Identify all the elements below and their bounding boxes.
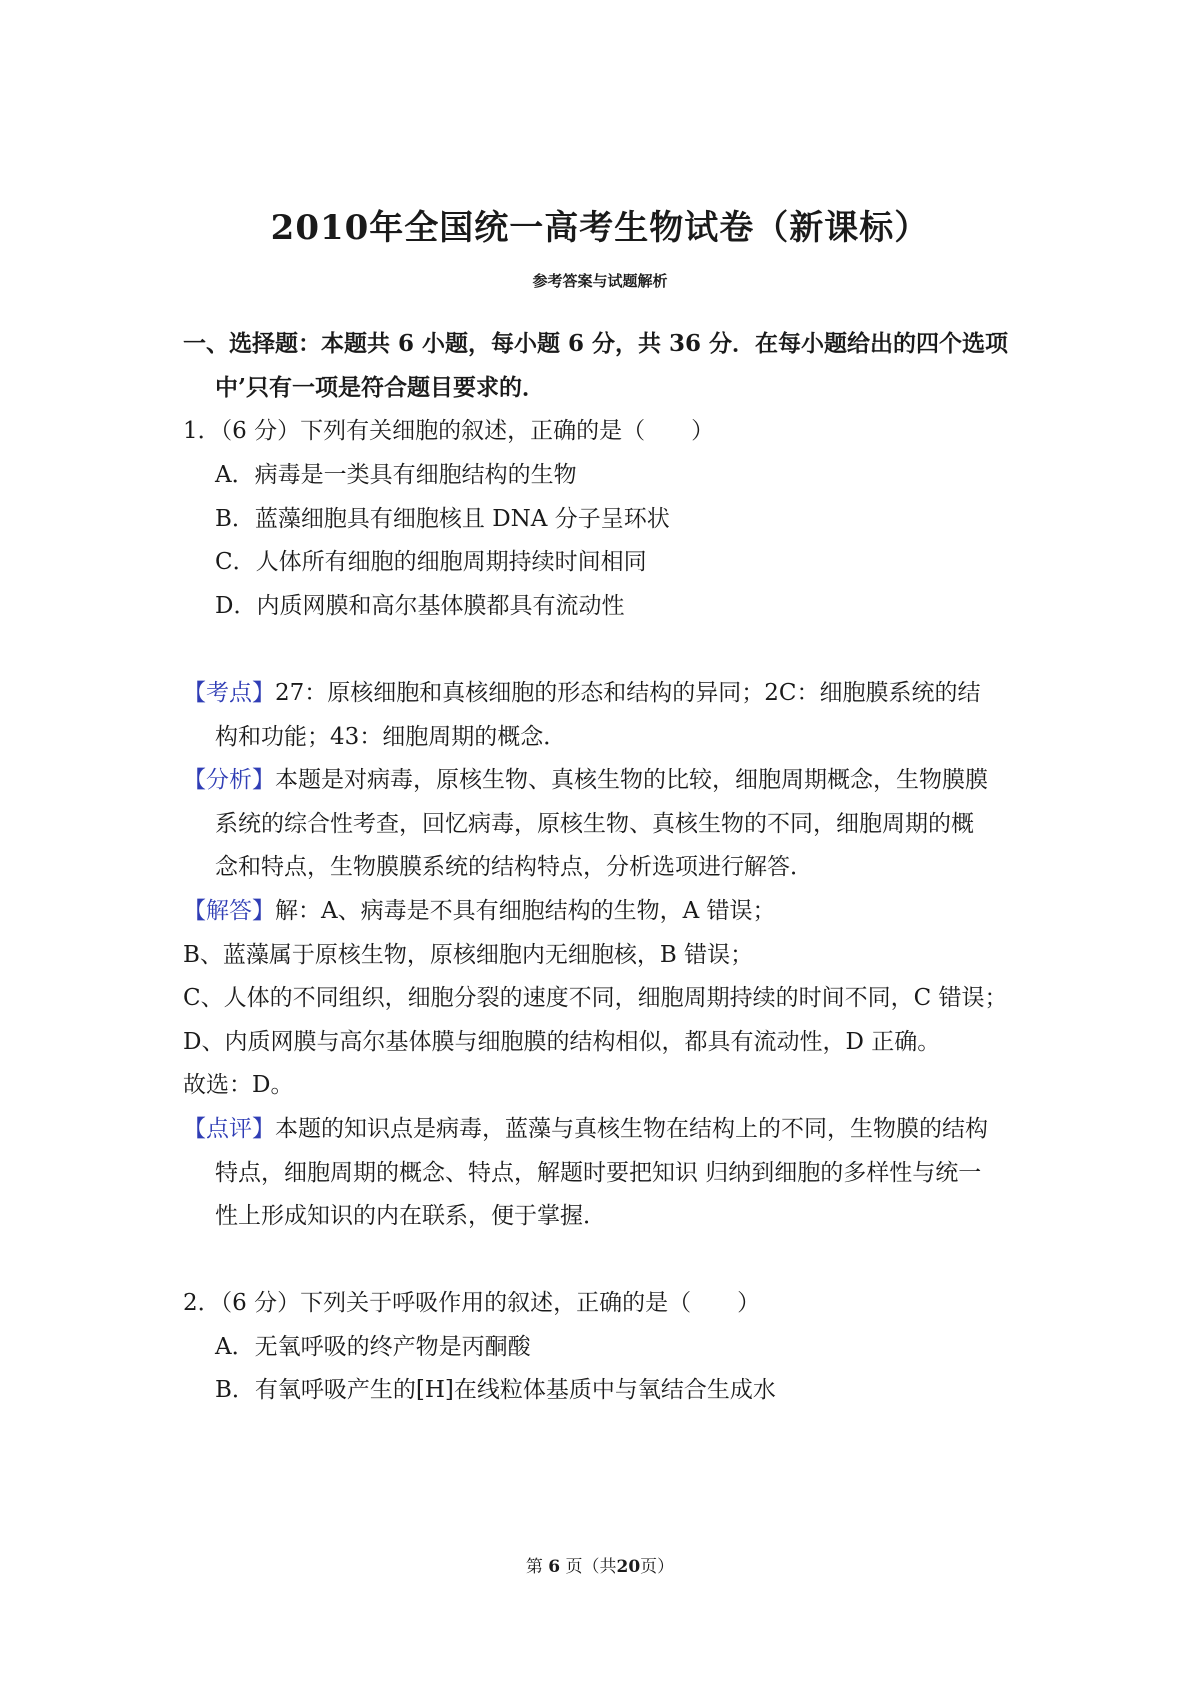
question-2-option-b: B．有氧呼吸产生的[H]在线粒体基质中与氧结合生成水 bbox=[215, 1377, 776, 1403]
fenxi-line-3: 念和特点，生物膜膜系统的结构特点，分析选项进行解答． bbox=[215, 854, 813, 880]
jieda-line-2: B、蓝藻属于原核生物，原核细胞内无细胞核，B 错误； bbox=[183, 942, 754, 968]
jieda-line-4: D、内质网膜与高尔基体膜与细胞膜的结构相似，都具有流动性，D 正确。 bbox=[183, 1029, 941, 1055]
question-1-option-a: A．病毒是一类具有细胞结构的生物 bbox=[215, 462, 577, 488]
footer-total-pages: 20 bbox=[616, 1557, 641, 1577]
page-title: 2010年全国统一高考生物试卷（新课标） bbox=[270, 208, 930, 248]
jieda-line-5: 故选：D。 bbox=[183, 1072, 294, 1098]
section-heading-line-1: 一、选择题：本题共 6 小题，每小题 6 分，共 36 分．在每小题给出的四个选项 bbox=[183, 330, 1009, 357]
page-subtitle: 参考答案与试题解析 bbox=[532, 272, 668, 290]
dianping-text-1: 本题的知识点是病毒，蓝藻与真核生物在结构上的不同，生物膜的结构 bbox=[275, 1116, 988, 1142]
fenxi-tag: 【分析】 bbox=[183, 767, 275, 793]
dianping-line-1 bbox=[183, 1112, 1023, 1146]
fenxi-line-2: 系统的综合性考查，回忆病毒，原核生物、真核生物的不同，细胞周期的概 bbox=[215, 811, 974, 837]
question-1-option-d: D．内质网膜和高尔基体膜都具有流动性 bbox=[215, 593, 625, 619]
question-1-option-c: C．人体所有细胞的细胞周期持续时间相同 bbox=[215, 549, 647, 575]
fenxi-line-1 bbox=[183, 763, 1023, 797]
jieda-line-3: C、人体的不同组织，细胞分裂的速度不同，细胞周期持续的时间不同，C 错误； bbox=[183, 985, 1008, 1011]
page-footer bbox=[0, 1552, 1200, 1577]
dianping-tag: 【点评】 bbox=[183, 1116, 275, 1142]
section-heading-line-2: 中’只有一项是符合题目要求的． bbox=[215, 374, 546, 401]
kaodian-line-1 bbox=[183, 676, 1023, 710]
kaodian-tag: 【考点】 bbox=[183, 680, 275, 706]
jieda-line-1 bbox=[183, 894, 1023, 928]
question-2-option-a: A．无氧呼吸的终产物是丙酮酸 bbox=[215, 1334, 531, 1360]
kaodian-text-1: 27：原核细胞和真核细胞的形态和结构的异同；2C：细胞膜系统的结 bbox=[275, 680, 981, 706]
dianping-line-3: 性上形成知识的内在联系，便于掌握． bbox=[215, 1203, 606, 1229]
footer-suffix: 页） bbox=[640, 1557, 675, 1577]
question-1-stem: 1．（6 分）下列有关细胞的叙述，正确的是（ ） bbox=[183, 418, 715, 444]
footer-page-number: 6 bbox=[548, 1557, 561, 1577]
question-1-option-b: B．蓝藻细胞具有细胞核且 DNA 分子呈环状 bbox=[215, 506, 670, 532]
jieda-text-1: 解：A、病毒是不具有细胞结构的生物，A 错误； bbox=[275, 898, 776, 924]
kaodian-line-2: 构和功能；43：细胞周期的概念． bbox=[215, 724, 567, 750]
fenxi-text-1: 本题是对病毒，原核生物、真核生物的比较，细胞周期概念，生物膜膜 bbox=[275, 767, 988, 793]
jieda-tag: 【解答】 bbox=[183, 898, 275, 924]
dianping-line-2: 特点，细胞周期的概念、特点，解题时要把知识 归纳到细胞的多样性与统一 bbox=[215, 1160, 982, 1186]
footer-middle: 页（共 bbox=[565, 1557, 617, 1577]
question-2-stem: 2．（6 分）下列关于呼吸作用的叙述，正确的是（ ） bbox=[183, 1290, 761, 1316]
footer-prefix: 第 bbox=[525, 1557, 543, 1577]
